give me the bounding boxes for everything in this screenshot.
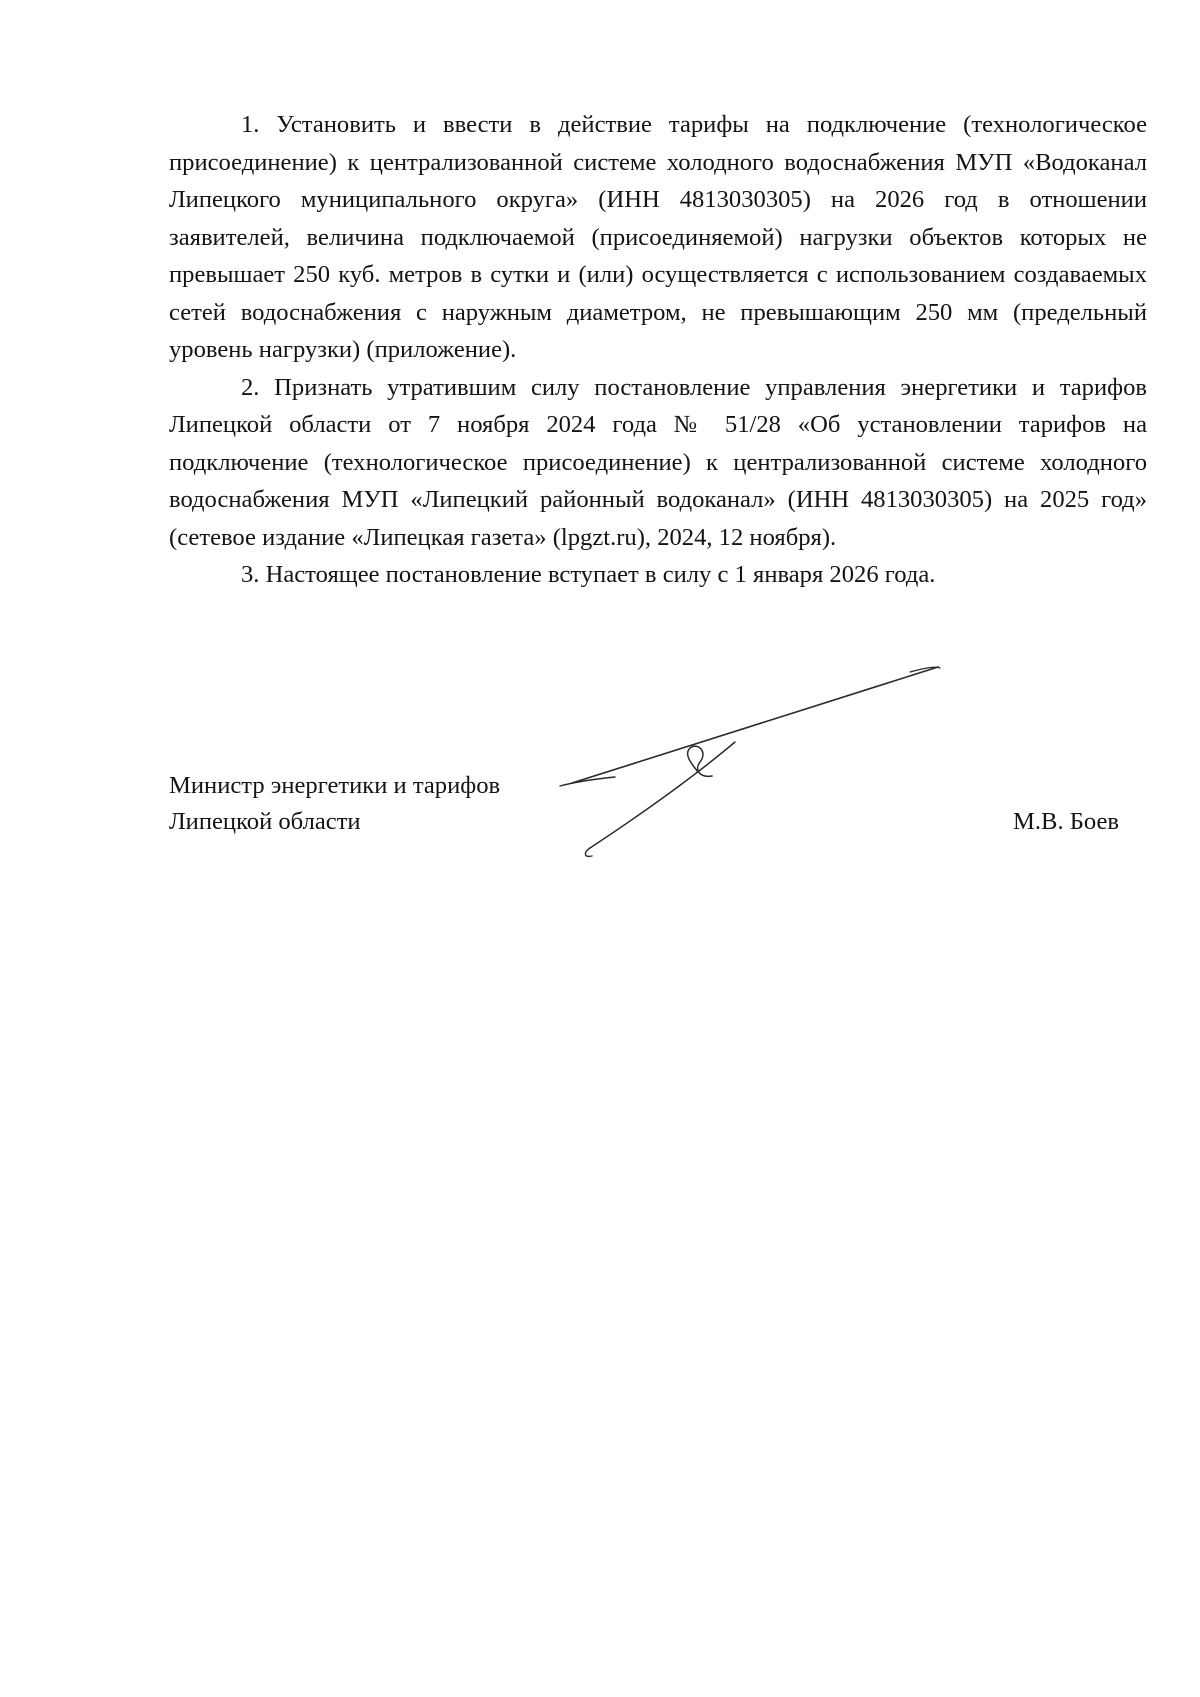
paragraph-1: 1. Установить и ввести в действие тарифы на подключение (технологическое присоединение) к централизованной системе холодного водоснабжения МУП «Водоканал Липецкого муниципального округа» (ИНН 4813030305) на 2026 год в отношении заявителей, величина подключаемой (присоединяемой) нагрузки объектов которых не превышает 250 куб. метров в сутки и (или) осуществляется с использованием создаваемых сетей водоснабжения с наружным диаметром, не превышающим 250 мм (предельный уровень нагрузки) (приложение). xyxy=(169,111,1147,363)
signatory-position-line-1: Министр энергетики и тарифов xyxy=(169,772,501,799)
paragraph-2: 2. Признать утратившим силу постановление управления энергетики и тарифов Липецкой области от 7 ноября 2024 года № 51/28 «Об установлении тарифов на подключение (технологическое присоединение) к централизованной системе холодного водоснабжения МУП «Липецкий районный водоканал» (ИНН 4813030305) на 2025 год» (сетевое издание «Липецкая газета» (lpgzt.ru), 2024, 12 ноября). xyxy=(169,373,1147,551)
paragraph-3: 3. Настоящее постановление вступает в силу с 1 января 2026 года. xyxy=(241,561,936,588)
signatory-position xyxy=(169,768,500,840)
signatory-position-line-2: Липецкой области xyxy=(169,808,361,835)
signatory-name: М.В. Боев xyxy=(1013,808,1119,835)
document-body xyxy=(169,106,1147,594)
